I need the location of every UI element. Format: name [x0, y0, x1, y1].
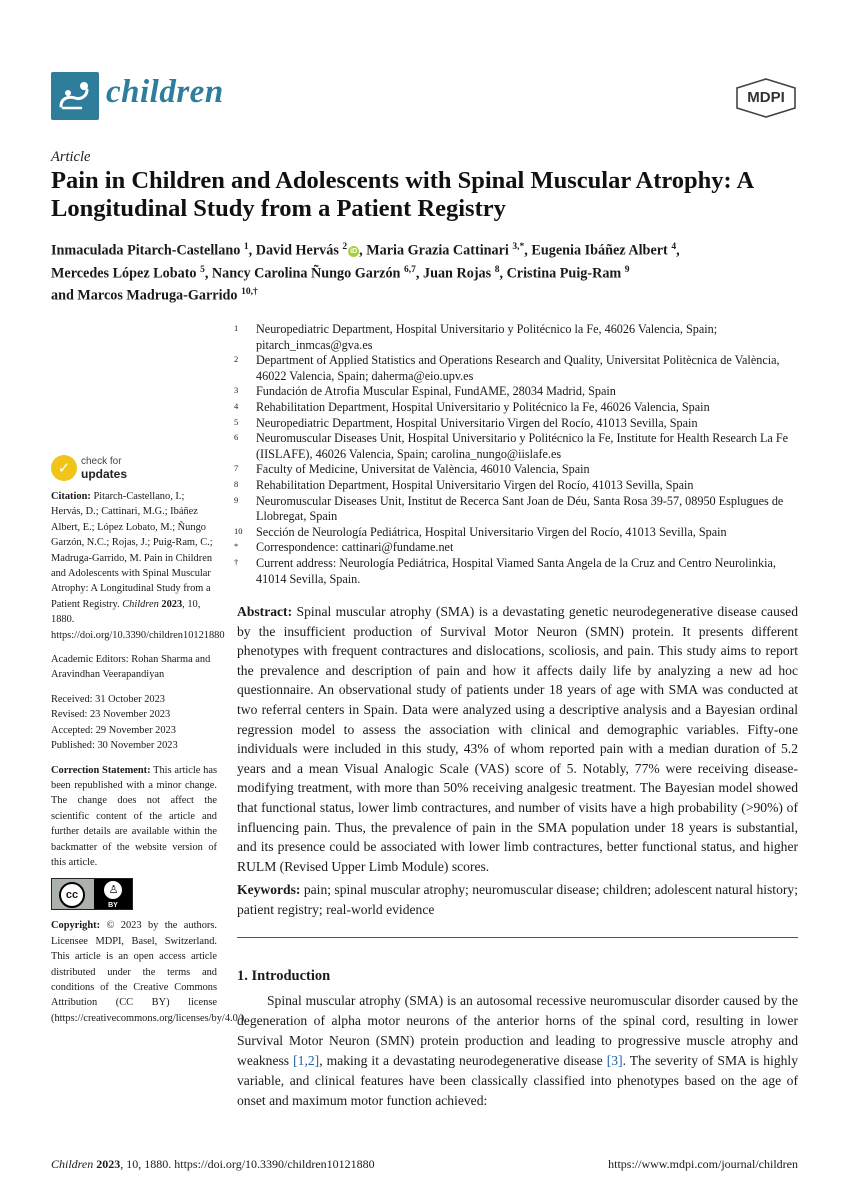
author-affiliation-marker: 2 [342, 242, 348, 252]
affiliation-number: 5 [234, 416, 239, 427]
affiliation-number: 6 [234, 432, 239, 443]
footer-journal: Children [51, 1157, 94, 1171]
journal-name: children [106, 74, 224, 110]
affiliation-number: 8 [234, 478, 239, 489]
author-affiliation-marker: 1 [243, 242, 249, 252]
affiliation-number: * [234, 541, 239, 552]
citation-link[interactable]: [1,2] [293, 1053, 320, 1068]
section-heading-introduction: 1. Introduction [237, 968, 331, 984]
affiliations [234, 322, 804, 587]
affiliation-number: 2 [234, 354, 239, 365]
author-affiliation-marker: 4 [671, 242, 677, 252]
mdpi-text: MDPI [747, 89, 785, 106]
affiliation-item [234, 478, 804, 494]
affiliation-text: Faculty of Medicine, Universitat de València, 46010 Valencia, Spain [256, 462, 590, 477]
check-updates-line1: check for [81, 456, 122, 467]
by-label: BY [108, 902, 118, 910]
author-name: Mercedes López Lobato [51, 265, 197, 282]
affiliation-text: Department of Applied Statistics and Operations Research and Quality, Universitat Politècnica de València, 46022 Valencia, Spain; daherma@eio.upv.es [256, 353, 780, 383]
affiliation-text: Rehabilitation Department, Hospital Universitario y Politécnico la Fe, 46026 Valencia, Spain [256, 399, 710, 414]
sidebar [51, 489, 247, 1026]
footer-year: 2023 [96, 1157, 121, 1171]
copyright-label: Copyright: [51, 920, 101, 932]
check-for-updates-button[interactable]: ✓ check for updates [51, 453, 171, 485]
author-affiliation-marker: 3,* [512, 242, 525, 252]
published-date: Published: 30 November 2023 [51, 740, 178, 752]
author-name: Eugenia Ibáñez Albert [531, 242, 668, 259]
author-affiliation-marker: 8 [494, 264, 500, 275]
author-name: and Marcos Madruga-Garrido [51, 288, 238, 305]
author-name: Juan Rojas [422, 265, 492, 282]
affiliation-text: Correspondence: cattinari@fundame.net [256, 540, 454, 555]
affiliation-item [234, 384, 804, 400]
author-affiliation-marker: 6,7 [404, 264, 416, 275]
author-name: Nancy Carolina Ñungo Garzón [211, 265, 401, 282]
footer-journal-url[interactable]: https://www.mdpi.com/journal/children [608, 1157, 798, 1171]
affiliation-text: Sección de Neurología Pediátrica, Hospital Universitario Virgen del Rocío, 41013 Sevilla, Spain [256, 524, 727, 539]
citation-text: Pitarch-Castellano, I.; Hervás, D.; Cattinari, M.G.; Ibáñez Albert, E.; López Lobato, M.; Ñungo Garzón, N.C.; Rojas, J.; Puig-Ram, C.; Madruga-Garrido, M. Pain in Children and Adolescents with Spinal Muscular Atrophy: A Longitudinal Study from a Patient Registry. [51, 491, 213, 610]
copyright-text: © 2023 by the authors. Licensee MDPI, Basel, Switzerland. This article is an open access article distributed under the terms and conditions of the Creative Commons Attribution (CC BY) license (https://creativecommons.org/licenses/by/4.0/). [51, 920, 247, 1024]
affiliation-text: Current address: Neurología Pediátrica, Hospital Viamed Santa Angela de la Cruz and Centro Neurolinkia, 41014 Sevilla, Spain. [256, 555, 776, 586]
keywords-text: pain; spinal muscular atrophy; neuromuscular disease; children; adolescent natural history; patient registry; real-world evidence [237, 882, 798, 917]
citation-year: 2023 [161, 598, 183, 610]
affiliation-item [234, 353, 804, 384]
revised-date: Revised: 23 November 2023 [51, 709, 171, 721]
affiliation-item [234, 322, 804, 353]
affiliation-item [234, 462, 804, 478]
check-updates-line2: updates [81, 467, 128, 481]
affiliation-number: 1 [234, 323, 239, 333]
author-name: David Hervás [255, 242, 339, 259]
author-affiliation-marker: 9 [624, 264, 630, 275]
citation-label: Citation: [51, 491, 91, 502]
accepted-date: Accepted: 29 November 2023 [51, 724, 176, 736]
affiliation-text: Neuromuscular Diseases Unit, Hospital Universitario y Politécnico la Fe, Institute for Health Research La Fe (IISLAFE), 46026 Valencia, Spain; carolina_nungo@iislafe.es [256, 431, 789, 461]
received-date: Received: 31 October 2023 [51, 693, 165, 705]
citation-link[interactable]: [3] [606, 1053, 623, 1068]
article-type: Article [51, 149, 91, 165]
affiliation-item [234, 525, 804, 541]
keywords [237, 880, 798, 919]
affiliation-text: Neuromuscular Diseases Unit, Institut de Recerca Sant Joan de Déu, Santa Rosa 39-57, 08950 Esplugues de Llobregat, Spain [256, 493, 784, 524]
author-name: Cristina Puig-Ram [506, 265, 622, 282]
author-affiliation-marker: 5 [200, 264, 205, 275]
affiliation-item [234, 431, 804, 462]
cc-by-license-badge[interactable]: cc ♙ BY [51, 878, 133, 910]
affiliation-text: Neuropediatric Department, Hospital Universitario Virgen del Rocío, 41013 Sevilla, Spain [256, 415, 698, 430]
introduction-paragraph: Spinal muscular atrophy (SMA) is an autosomal recessive neuromuscular disorder caused by the degeneration of alpha motor neurons of the anterior horns of the spinal cord, resulting in lower Survival Motor Neuron (SMN) protein production and leading to progressive muscle atrophy and weakness [1,2], making it a devastating neurodegenerative disease [3]. The severity of SMA is highly variable, and clinical features have been classically classified into phenotypes based on the age of onset and maximum motor function achieved: [237, 993, 798, 1108]
orcid-icon[interactable]: iD [350, 247, 358, 255]
correction-label: Correction Statement: [51, 764, 151, 776]
paper-title: Pain in Children and Adolescents with Spinal Muscular Atrophy: A Longitudinal Study from a Patient Registry [51, 167, 753, 222]
author-name: Inmaculada Pitarch-Castellano [51, 242, 241, 259]
footer-doi[interactable]: , 10, 1880. https://doi.org/10.3390/children10121880 [120, 1157, 375, 1171]
affiliation-number: † [234, 556, 239, 567]
footer-citation [51, 1157, 375, 1172]
author-list: Inmaculada Pitarch-Castellano $^1$, David Hervás $^2$ iD , Maria Grazia Cattinari $^{3,*}$, Eugenia Ibáñez Albert $^4$, Mercedes López Lobato $^5$, Nancy Carolina Ñungo Garzón $^{6,7}$, Juan Rojas $^8$, Cristina Puig-Ram $^9$ and Marcos Madruga-Garrido $^{10,\dagger}$ [51, 242, 680, 305]
affiliation-number: 9 [234, 494, 239, 505]
children-logo-icon [51, 72, 99, 120]
section-divider [237, 937, 798, 938]
affiliation-text: Fundación de Atrofia Muscular Espinal, FundAME, 28034 Madrid, Spain [256, 384, 616, 399]
abstract-label: Abstract: [237, 604, 293, 619]
correction-statement [51, 763, 217, 871]
abstract [237, 602, 798, 876]
copyright [51, 918, 247, 1026]
citation-journal: Children [122, 598, 159, 610]
affiliation-number: 4 [234, 400, 239, 411]
keywords-label: Keywords: [237, 882, 301, 897]
affiliation-item [234, 400, 804, 416]
author-affiliation-marker: 10,† [241, 287, 258, 298]
affiliation-text: Neuropediatric Department, Hospital Universitario y Politécnico la Fe, 46026 Valencia, Spain; pitarch_inmcas@gva.es [256, 322, 718, 352]
affiliation-number: 3 [234, 385, 239, 396]
abstract-text: Spinal muscular atrophy (SMA) is a devastating genetic neurodegenerative disease caused by the insufficient production of Survival Motor Neuron (SMN) protein. It presents different phenotypes with frequent contractures and dislocations, scoliosis, and pain. This study aims to report the prevalence and description of pain and how it affects daily life by analyzing a new ad hoc questionnaire. An observational study of patients under 18 years of age with SMA was conducted at two referral centers in Spain. Data were analyzed using a descriptive analysis and a Bayesian ordinal regression model to assess the association with clinical and demographic variables. Fifty-one individuals were included in this study, 43% of whom reported pain with a median duration of 5.2 years and a mean Visual Analogic Scale (VAS) score of 5. Notably, 77% were receiving disease-modifying treatment, with more than 50% receiving analgesic treatment. The Bayesian model showed that functional status, lower limb contractures, and number of visits have a high probability (>90%) of influencing pain. Thus, the prevalence of pain in the SMA population under 18 years is substantial, and its presence could be associated with lower limb contractures, better functional status, and higher RULM (Revised Upper Limb Module) scores. [237, 604, 798, 874]
affiliation-item [234, 556, 804, 587]
affiliation-text: Rehabilitation Department, Hospital Universitario Virgen del Rocío, 41013 Sevilla, Spain [256, 477, 694, 492]
affiliation-item [234, 494, 804, 525]
affiliation-item [234, 416, 804, 432]
citation [51, 489, 225, 643]
mdpi-logo [735, 78, 797, 118]
affiliation-number: 10 [234, 525, 243, 536]
cc-icon: cc [59, 882, 85, 908]
affiliation-item [234, 540, 804, 556]
journal-logo [51, 72, 99, 120]
affiliation-number: 7 [234, 463, 239, 474]
academic-editors: Academic Editors: Rohan Sharma and Aravindhan Veerapandiyan [51, 654, 211, 681]
citation-volume[interactable]: , 10, 1880. https://doi.org/10.3390/children10121880 [51, 598, 225, 641]
author-name: Maria Grazia Cattinari [366, 242, 509, 259]
correction-text: This article has been republished with a minor change. The change does not affect the scientific content of the article and further details are available within the backmatter of the website version of this article. [51, 764, 217, 868]
